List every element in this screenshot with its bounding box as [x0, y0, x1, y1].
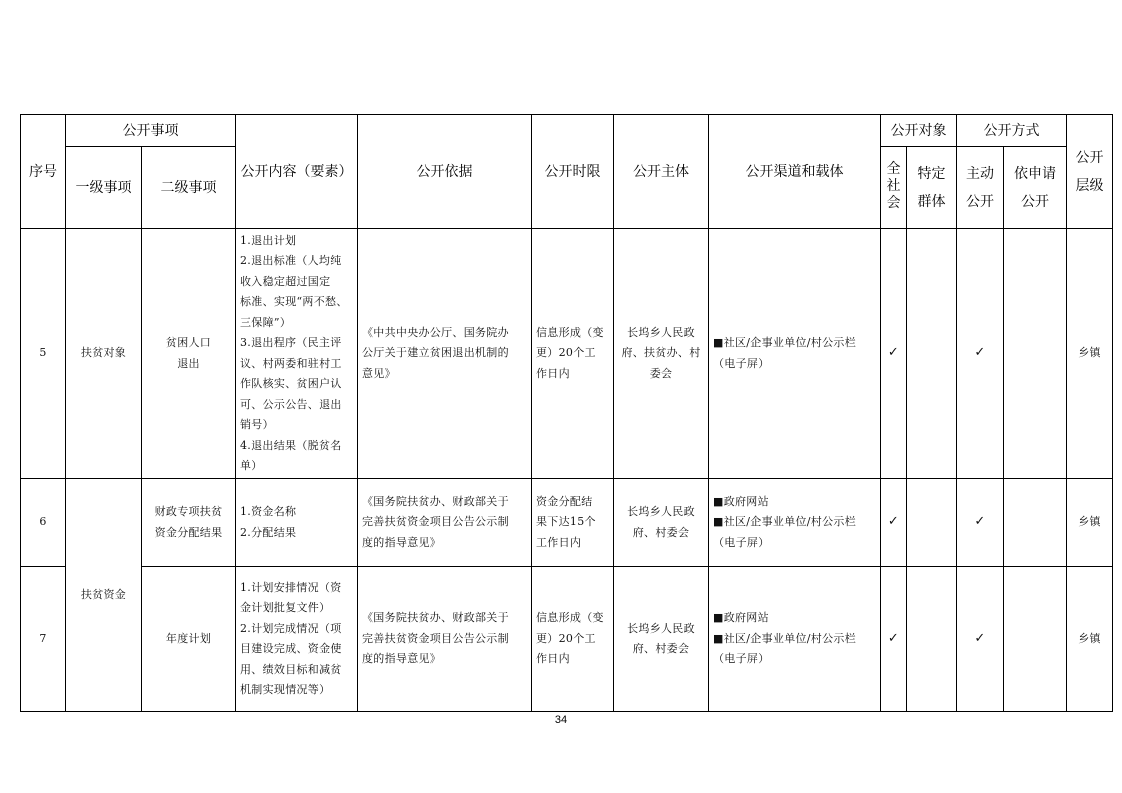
- row-level2: [142, 479, 236, 567]
- row-request-check: [1004, 567, 1067, 712]
- header-basis: 公开依据: [358, 115, 532, 229]
- cell-line: 度的指导意见》: [362, 535, 442, 549]
- header-audience-all-text: 全社会: [886, 161, 901, 211]
- cell-line: 标准、实现“两不愁、: [240, 295, 348, 308]
- header-request-line2: 公开: [1021, 193, 1049, 210]
- cell-line: 机制实现情况等）: [240, 683, 331, 696]
- row-all-society-check: ✓: [881, 567, 907, 712]
- header-channel: 公开渠道和载体: [709, 115, 881, 229]
- row-active-check: ✓: [957, 567, 1004, 712]
- cell-line: 目建设完成、资金使: [240, 642, 342, 655]
- cell-line: 可、公示公告、退出: [240, 397, 342, 411]
- header-active-line2: 公开: [966, 193, 994, 210]
- cell-line: 1.资金名称: [240, 505, 297, 518]
- cell-line: 资金分配结果: [154, 525, 223, 539]
- cell-line: 议、村两委和驻村工: [240, 356, 342, 370]
- cell-line: 意见》: [362, 366, 396, 380]
- header-audience-group: 公开对象: [881, 115, 957, 147]
- cell-line: ■政府网站: [713, 494, 769, 508]
- row-level: 乡镇: [1067, 567, 1113, 712]
- header-level1: 一级事项: [66, 147, 142, 229]
- header-audience-specific: [907, 147, 957, 229]
- cell-line: ■社区/企事业单位/村公示栏: [713, 631, 857, 645]
- cell-line: 单）: [240, 459, 263, 472]
- row-subject: [614, 479, 709, 567]
- row-basis: [358, 567, 532, 712]
- cell-line: 贫困人口: [165, 336, 212, 349]
- cell-line: 1.计划安排情况（资: [240, 580, 342, 594]
- row-active-check: ✓: [957, 229, 1004, 479]
- header-audience-all: [881, 147, 907, 229]
- cell-line: 资金分配结: [536, 494, 593, 508]
- header-method-active: [957, 147, 1004, 229]
- cell-line: 长坞乡人民政: [627, 325, 695, 339]
- cell-line: 作日内: [536, 652, 570, 666]
- row-level2: [142, 567, 236, 712]
- header-level-line1: 公开: [1075, 149, 1104, 166]
- row-specific-check: [907, 479, 957, 567]
- row-subject: [614, 567, 709, 712]
- cell-line: 公厅关于建立贫困退出机制的: [362, 346, 509, 360]
- cell-line: 用、绩效目标和减贫: [240, 662, 342, 676]
- cell-line: （电子屏）: [713, 535, 770, 549]
- header-content: 公开内容（要素）: [236, 115, 358, 229]
- cell-line: 4.退出结果（脱贫名: [240, 438, 342, 452]
- header-request-line1: 依申请: [1014, 165, 1056, 182]
- header-method-request: [1004, 147, 1067, 229]
- cell-line: 销号）: [240, 418, 274, 431]
- header-seq: 序号: [21, 115, 66, 229]
- cell-line: 府、村委会: [632, 525, 690, 539]
- cell-line: 长坞乡人民政: [627, 621, 695, 635]
- row-basis: [358, 229, 532, 479]
- disclosure-table: [20, 114, 1113, 712]
- table-row: [21, 479, 1113, 567]
- cell-line: 度的指导意见》: [362, 652, 442, 666]
- row-specific-check: [907, 229, 957, 479]
- row-active-check: ✓: [957, 479, 1004, 567]
- row-all-society-check: ✓: [881, 479, 907, 567]
- cell-line: 退出: [177, 356, 200, 370]
- cell-line: 更）20个工: [536, 346, 596, 360]
- cell-line: 工作日内: [536, 535, 582, 549]
- cell-line: 委会: [649, 366, 673, 380]
- row-time-limit: [532, 479, 614, 567]
- header-level2: 二级事项: [142, 147, 236, 229]
- row-seq: 6: [21, 479, 66, 567]
- row-request-check: [1004, 479, 1067, 567]
- row-content: [236, 479, 358, 567]
- cell-line: 信息形成（变: [536, 611, 604, 625]
- cell-line: （电子屏）: [713, 652, 770, 666]
- header-method-group: 公开方式: [957, 115, 1067, 147]
- row-level: 乡镇: [1067, 229, 1113, 479]
- cell-line: ■政府网站: [713, 611, 769, 625]
- row-content: [236, 567, 358, 712]
- row-subject: [614, 229, 709, 479]
- cell-line: 作队核实、贫困户认: [240, 377, 342, 390]
- cell-line: 1.退出计划: [240, 233, 297, 247]
- header-subject: 公开主体: [614, 115, 709, 229]
- cell-line: 更）20个工: [536, 631, 596, 645]
- row-time-limit: [532, 229, 614, 479]
- cell-line: 完善扶贫资金项目公告公示制: [362, 515, 509, 529]
- cell-line: 年度计划: [165, 631, 212, 645]
- header-specific-line2: 群体: [917, 193, 946, 210]
- cell-line: 《国务院扶贫办、财政部关于: [362, 611, 509, 625]
- row-time-limit: [532, 567, 614, 712]
- cell-line: 金计划批复文件）: [240, 601, 331, 614]
- cell-line: 2.计划完成情况（项: [240, 621, 342, 635]
- header-items-group: 公开事项: [66, 115, 236, 147]
- row-channel: [709, 479, 881, 567]
- cell-line: 府、扶贫办、村: [621, 346, 701, 360]
- row-request-check: [1004, 229, 1067, 479]
- row-content: [236, 229, 358, 479]
- row-level1: 扶贫资金: [66, 479, 142, 712]
- cell-line: 3.退出程序（民主评: [240, 336, 342, 349]
- cell-line: ■社区/企事业单位/村公示栏: [713, 515, 857, 529]
- row-seq: 7: [21, 567, 66, 712]
- header-level: [1067, 115, 1113, 229]
- header-active-line1: 主动: [966, 165, 994, 182]
- table-row: [21, 229, 1113, 479]
- table-row: [21, 567, 1113, 712]
- cell-line: 果下达15个: [536, 515, 596, 529]
- row-level1: 扶贫对象: [66, 229, 142, 479]
- cell-line: 2.退出标准（人均纯: [240, 254, 342, 267]
- row-level2: [142, 229, 236, 479]
- row-channel: [709, 229, 881, 479]
- row-specific-check: [907, 567, 957, 712]
- cell-line: 完善扶贫资金项目公告公示制: [362, 631, 509, 645]
- header-time-limit: 公开时限: [532, 115, 614, 229]
- cell-line: ■社区/企事业单位/村公示栏: [713, 336, 857, 349]
- row-seq: 5: [21, 229, 66, 479]
- row-level: 乡镇: [1067, 479, 1113, 567]
- header-specific-line1: 特定: [917, 165, 946, 182]
- row-basis: [358, 479, 532, 567]
- cell-line: 财政专项扶贫: [154, 505, 223, 518]
- cell-line: （电子屏）: [713, 356, 770, 370]
- row-channel: [709, 567, 881, 712]
- cell-line: 作日内: [536, 366, 570, 380]
- header-level-line2: 层级: [1075, 177, 1104, 194]
- cell-line: 信息形成（变: [536, 325, 604, 339]
- cell-line: 2.分配结果: [240, 525, 297, 539]
- cell-line: 府、村委会: [632, 642, 690, 655]
- row-all-society-check: ✓: [881, 229, 907, 479]
- cell-line: 三保障”）: [240, 315, 292, 329]
- cell-line: 《国务院扶贫办、财政部关于: [362, 494, 509, 508]
- cell-line: 《中共中央办公厅、国务院办: [362, 325, 509, 339]
- cell-line: 长坞乡人民政: [627, 505, 695, 518]
- cell-line: 收入稳定超过国定: [240, 274, 331, 288]
- page-number: 34: [554, 714, 568, 726]
